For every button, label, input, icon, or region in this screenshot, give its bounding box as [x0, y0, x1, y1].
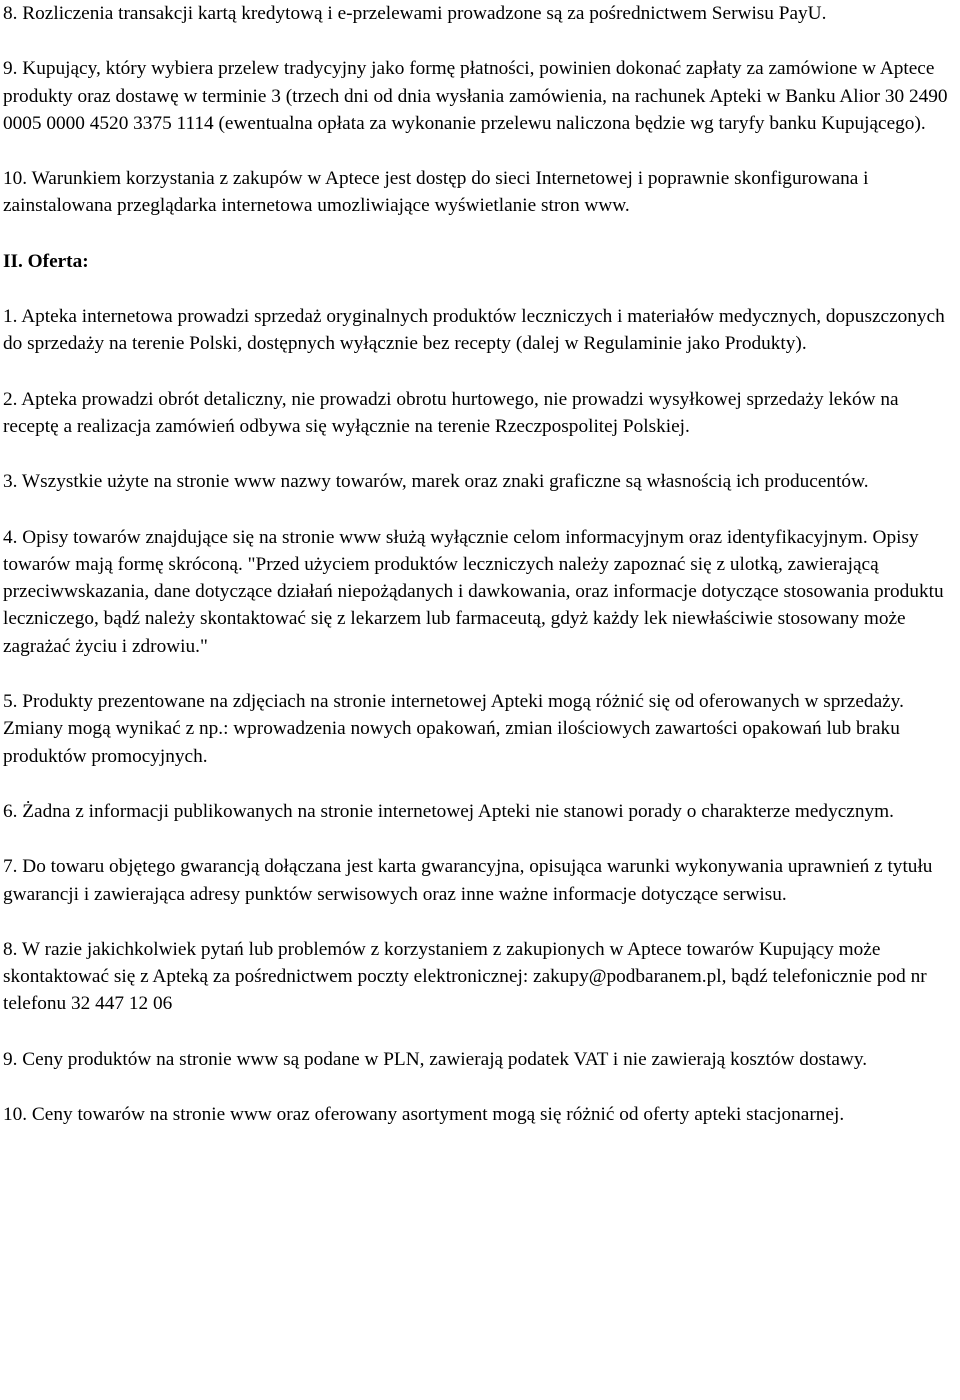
offer-paragraph-4: 4. Opisy towarów znajdujące się na stronie www służą wyłącznie celom informacyjnym oraz identyfikacyjnym. Opisy towarów mają formę skróconą. "Przed użyciem produktów leczniczych należy zapoznać się z ulotką, zawierającą przeciwwskazania, dane dotyczące działań niepożądanych i dawkowania, oraz informacje dotyczące stosowania produktu leczniczego, bądź należy skontaktować się z lekarzem lub farmaceutą, gdyż każdy lek niewłaściwie stosowany może zagrażać życiu i zdrowiu.": [3, 526, 944, 657]
offer-paragraph-3: 3. Wszystkie użyte na stronie www nazwy towarów, marek oraz znaki graficzne są własnością ich producentów.: [3, 471, 869, 493]
paragraph-8-payu: 8. Rozliczenia transakcji kartą kredytową i e-przelewami prowadzone są za pośrednictwem Serwisu PayU.: [3, 3, 827, 24]
offer-paragraph-6: 6. Żadna z informacji publikowanych na stronie internetowej Apteki nie stanowi porady o charakterze medycznym.: [3, 800, 894, 822]
offer-paragraph-1: 1. Apteka internetowa prowadzi sprzedaż oryginalnych produktów leczniczych i materiałów medycznych, dopuszczonych do sprzedaży na terenie Polski, dostępnych wyłącznie bez recepty (dalej w Regulaminie jako Produkty).: [3, 306, 945, 355]
offer-paragraph-8-contact: 8. W razie jakichkolwiek pytań lub problemów z korzystaniem z zakupionych w Aptece towarów Kupujący może skontaktować się z Apteką za pośrednictwem poczty elektronicznej: zakupy@podbaranem.pl, bądź telefonicznie pod nr telefonu 32 447 12 06: [3, 938, 927, 1015]
offer-paragraph-9-prices: 9. Ceny produktów na stronie www są podane w PLN, zawierają podatek VAT i nie zawierają kosztów dostawy.: [3, 1048, 868, 1070]
offer-paragraph-5: 5. Produkty prezentowane na zdjęciach na stronie internetowej Apteki mogą różnić się od oferowanych w sprzedaży. Zmiany mogą wynikać z np.: wprowadzenia nowych opakowań, zmian ilościowych zawartości opakowań lub braku produktów promocyjnych.: [3, 691, 904, 767]
paragraph-9-bank-transfer: 9. Kupujący, który wybiera przelew tradycyjny jako formę płatności, powinien dokonać zapłaty za zamówione w Aptece produkty oraz dostawę w terminie 3 (trzech dni od dnia wysłania zamówienia, na rachunek Apteki w Banku Alior 30 2490 0005 0000 4520 3375 1114 (ewentualna opłata za wykonanie przelewu naliczona będzie wg taryfy banku Kupującego).: [3, 58, 948, 134]
offer-paragraph-7: 7. Do towaru objętego gwarancją dołączana jest karta gwarancyjna, opisująca warunki wykonywania uprawnień z tytułu gwarancji i zawierająca adresy punktów serwisowych oraz inne ważne informacje dotyczące serwisu.: [3, 856, 933, 905]
paragraph-10-internet-access: 10. Warunkiem korzystania z zakupów w Aptece jest dostęp do sieci Internetowej i poprawnie skonfigurowana i zainstalowana przeglądarka internetowa umozliwiające wyświetlanie stron www.: [3, 168, 869, 217]
offer-paragraph-2: 2. Apteka prowadzi obrót detaliczny, nie prowadzi obrotu hurtowego, nie prowadzi wysyłkowej sprzedaży leków na receptę a realizacja zamówień odbywa się wyłącznie na terenie Rzeczpospolitej Polskiej.: [3, 388, 899, 437]
section-heading-offer: II. Oferta:: [3, 250, 89, 272]
offer-paragraph-10-assortment: 10. Ceny towarów na stronie www oraz oferowany asortyment mogą się różnić od oferty apteki stacjonarnej.: [3, 1104, 845, 1126]
document-body: [3, 0, 958, 1156]
